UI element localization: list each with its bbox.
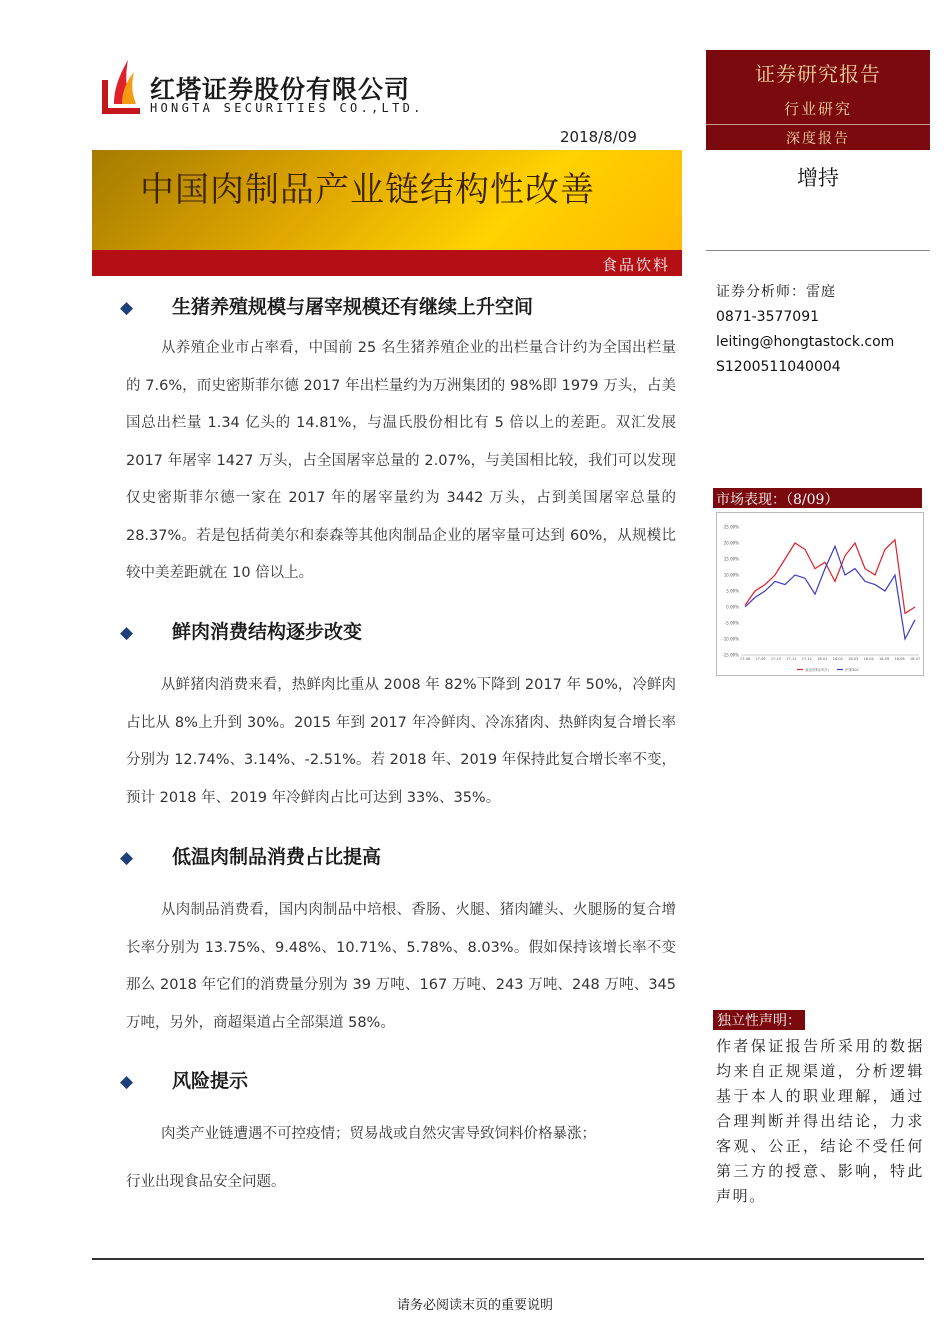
x-tick-label: 17-12: [801, 657, 812, 661]
x-tick-label: 17-09: [755, 657, 766, 661]
title-banner: [92, 150, 682, 250]
independence-banner: [713, 1010, 805, 1030]
analyst-name: 证券分析师：雷庭: [716, 284, 836, 300]
diamond-icon: ◆: [120, 298, 134, 318]
report-category: 行业研究: [783, 100, 852, 118]
section-title: 鲜肉消费结构逐步改变: [172, 621, 363, 643]
market-banner: [713, 488, 922, 508]
diamond-icon: ◆: [120, 848, 134, 868]
section-heading: [120, 842, 381, 869]
section-heading: [120, 1066, 248, 1093]
x-tick-label: 18-05: [879, 657, 890, 661]
y-tick-label: 15.00%: [723, 556, 739, 562]
chart-svg: [717, 513, 923, 675]
analyst-cert: S1200511040004: [716, 359, 841, 375]
x-tick-label: 17-08: [739, 657, 751, 661]
report-date: 2018/8/09: [560, 128, 637, 146]
section-body: 行业出现食品安全问题。: [126, 1174, 286, 1190]
company-name-cn: 红塔证券股份有限公司: [150, 75, 411, 104]
x-tick-label: 18-07: [909, 657, 921, 661]
section-body: 肉类产业链遭遇不可控疫情；贸易战或自然灾害导致饲料价格暴涨；: [161, 1126, 596, 1142]
x-tick-label: 18-03: [848, 657, 859, 661]
report-subtype: 深度报告: [786, 131, 850, 147]
series-line: [745, 546, 915, 639]
sector-banner: [92, 250, 682, 276]
x-tick-label: 17-10: [770, 657, 781, 661]
analyst-email[interactable]: leiting@hongtastock.com: [716, 334, 895, 350]
series-line: [745, 540, 915, 614]
y-tick-label: -5.00%: [724, 620, 739, 626]
section-title: 低温肉制品消费占比提高: [172, 846, 382, 868]
hongta-logo-icon: [100, 58, 142, 116]
report-type-box: [706, 50, 930, 150]
report-title: 中国肉制品产业链结构性改善: [140, 170, 595, 210]
x-tick-label: 18-06: [894, 657, 905, 661]
y-tick-label: 5.00%: [726, 588, 739, 594]
section-title: 生猪养殖规模与屠宰规模还有继续上升空间: [172, 296, 534, 318]
analyst-info: [716, 280, 894, 380]
section-body: 从鲜猪肉消费来看，热鲜肉比重从 2008 年 82%下降到 2017 年 50%，冷鲜肉占比从 8%上升到 30%。2015 年到 2017 年冷鲜肉、冷冻猪肉、热鲜肉复合增长率分别为 12.74%、3.14%、-2.51%。若 2018 年、2019 年保持此复合增长率不变，预计 2018 年、2019 年冷鲜肉占比可达到 33%、35%。: [126, 677, 676, 806]
market-chart: [716, 512, 924, 676]
section-title: 风险提示: [172, 1070, 249, 1092]
y-tick-label: 10.00%: [723, 572, 739, 578]
legend-label: 食品饮料(申万): [805, 668, 829, 672]
footer-note: 请务必阅读末页的重要说明: [396, 1298, 553, 1313]
section-heading: [120, 617, 362, 644]
y-tick-label: 20.00%: [723, 540, 739, 546]
y-tick-label: 25.00%: [723, 524, 739, 530]
footer-divider: [92, 1258, 924, 1260]
section-body: 从肉制品消费看，国内肉制品中培根、香肠、火腿、猪肉罐头、火腿肠的复合增长率分别为 13.75%、9.48%、10.71%、5.78%、8.03%。假如保持该增长率不变那么 2018 年它们的消费量分别为 39 万吨、167 万吨、243 万吨、248 万吨、345 万吨，另外，商超渠道占全部渠道 58%。: [126, 902, 676, 1031]
market-label: 市场表现：（8/09）: [716, 492, 839, 508]
divider: [706, 124, 930, 125]
x-tick-label: 18-04: [863, 657, 874, 661]
report-type: 证券研究报告: [755, 62, 881, 86]
legend-label: 沪深300: [845, 668, 859, 672]
independence-statement: 作者保证报告所采用的数据均来自正规渠道，分析逻辑基于本人的职业理解，通过合理判断并得出结论，力求客观、公正，结论不受任何第三方的授意、影响，特此声明。: [716, 1037, 924, 1205]
x-tick-label: 17-11: [786, 657, 797, 661]
x-tick-label: 18-02: [832, 657, 843, 661]
independence-label: 独立性声明：: [717, 1013, 801, 1029]
y-tick-label: 0.00%: [726, 604, 739, 610]
rating: 增持: [797, 166, 839, 190]
sector-label: 食品饮料: [601, 256, 670, 274]
section-body: 从养殖企业市占率看，中国前 25 名生猪养殖企业的出栏量合计约为全国出栏量的 7.6%，而史密斯菲尔德 2017 年出栏量约为万洲集团的 98%即 1979 万头，占美国总出栏量 1.34 亿头的 14.81%，与温氏股份相比有 5 倍以上的差距。双汇发展 2017 年屠宰 1427 万头，占全国屠宰总量的 2.07%，与美国相比较，我们可以发现仅史密斯菲尔德一家在 2017 年的屠宰量约为 3442 万头，占到美国屠宰总量的 28.37%。若是包括荷美尔和泰森等其他肉制品企业的屠宰量可达到 60%，从规模比较中美差距就在 10 倍以上。: [126, 340, 676, 581]
y-tick-label: -10.00%: [722, 636, 739, 642]
divider: [706, 250, 930, 251]
y-tick-label: -15.00%: [722, 652, 739, 658]
analyst-phone: 0871-3577091: [716, 309, 820, 325]
diamond-icon: ◆: [120, 1072, 134, 1092]
diamond-icon: ◆: [120, 623, 134, 643]
section-heading: [120, 292, 533, 319]
company-name-en: HONGTA SECURITIES CO.,LTD.: [150, 101, 424, 115]
x-tick-label: 18-01: [817, 657, 828, 661]
